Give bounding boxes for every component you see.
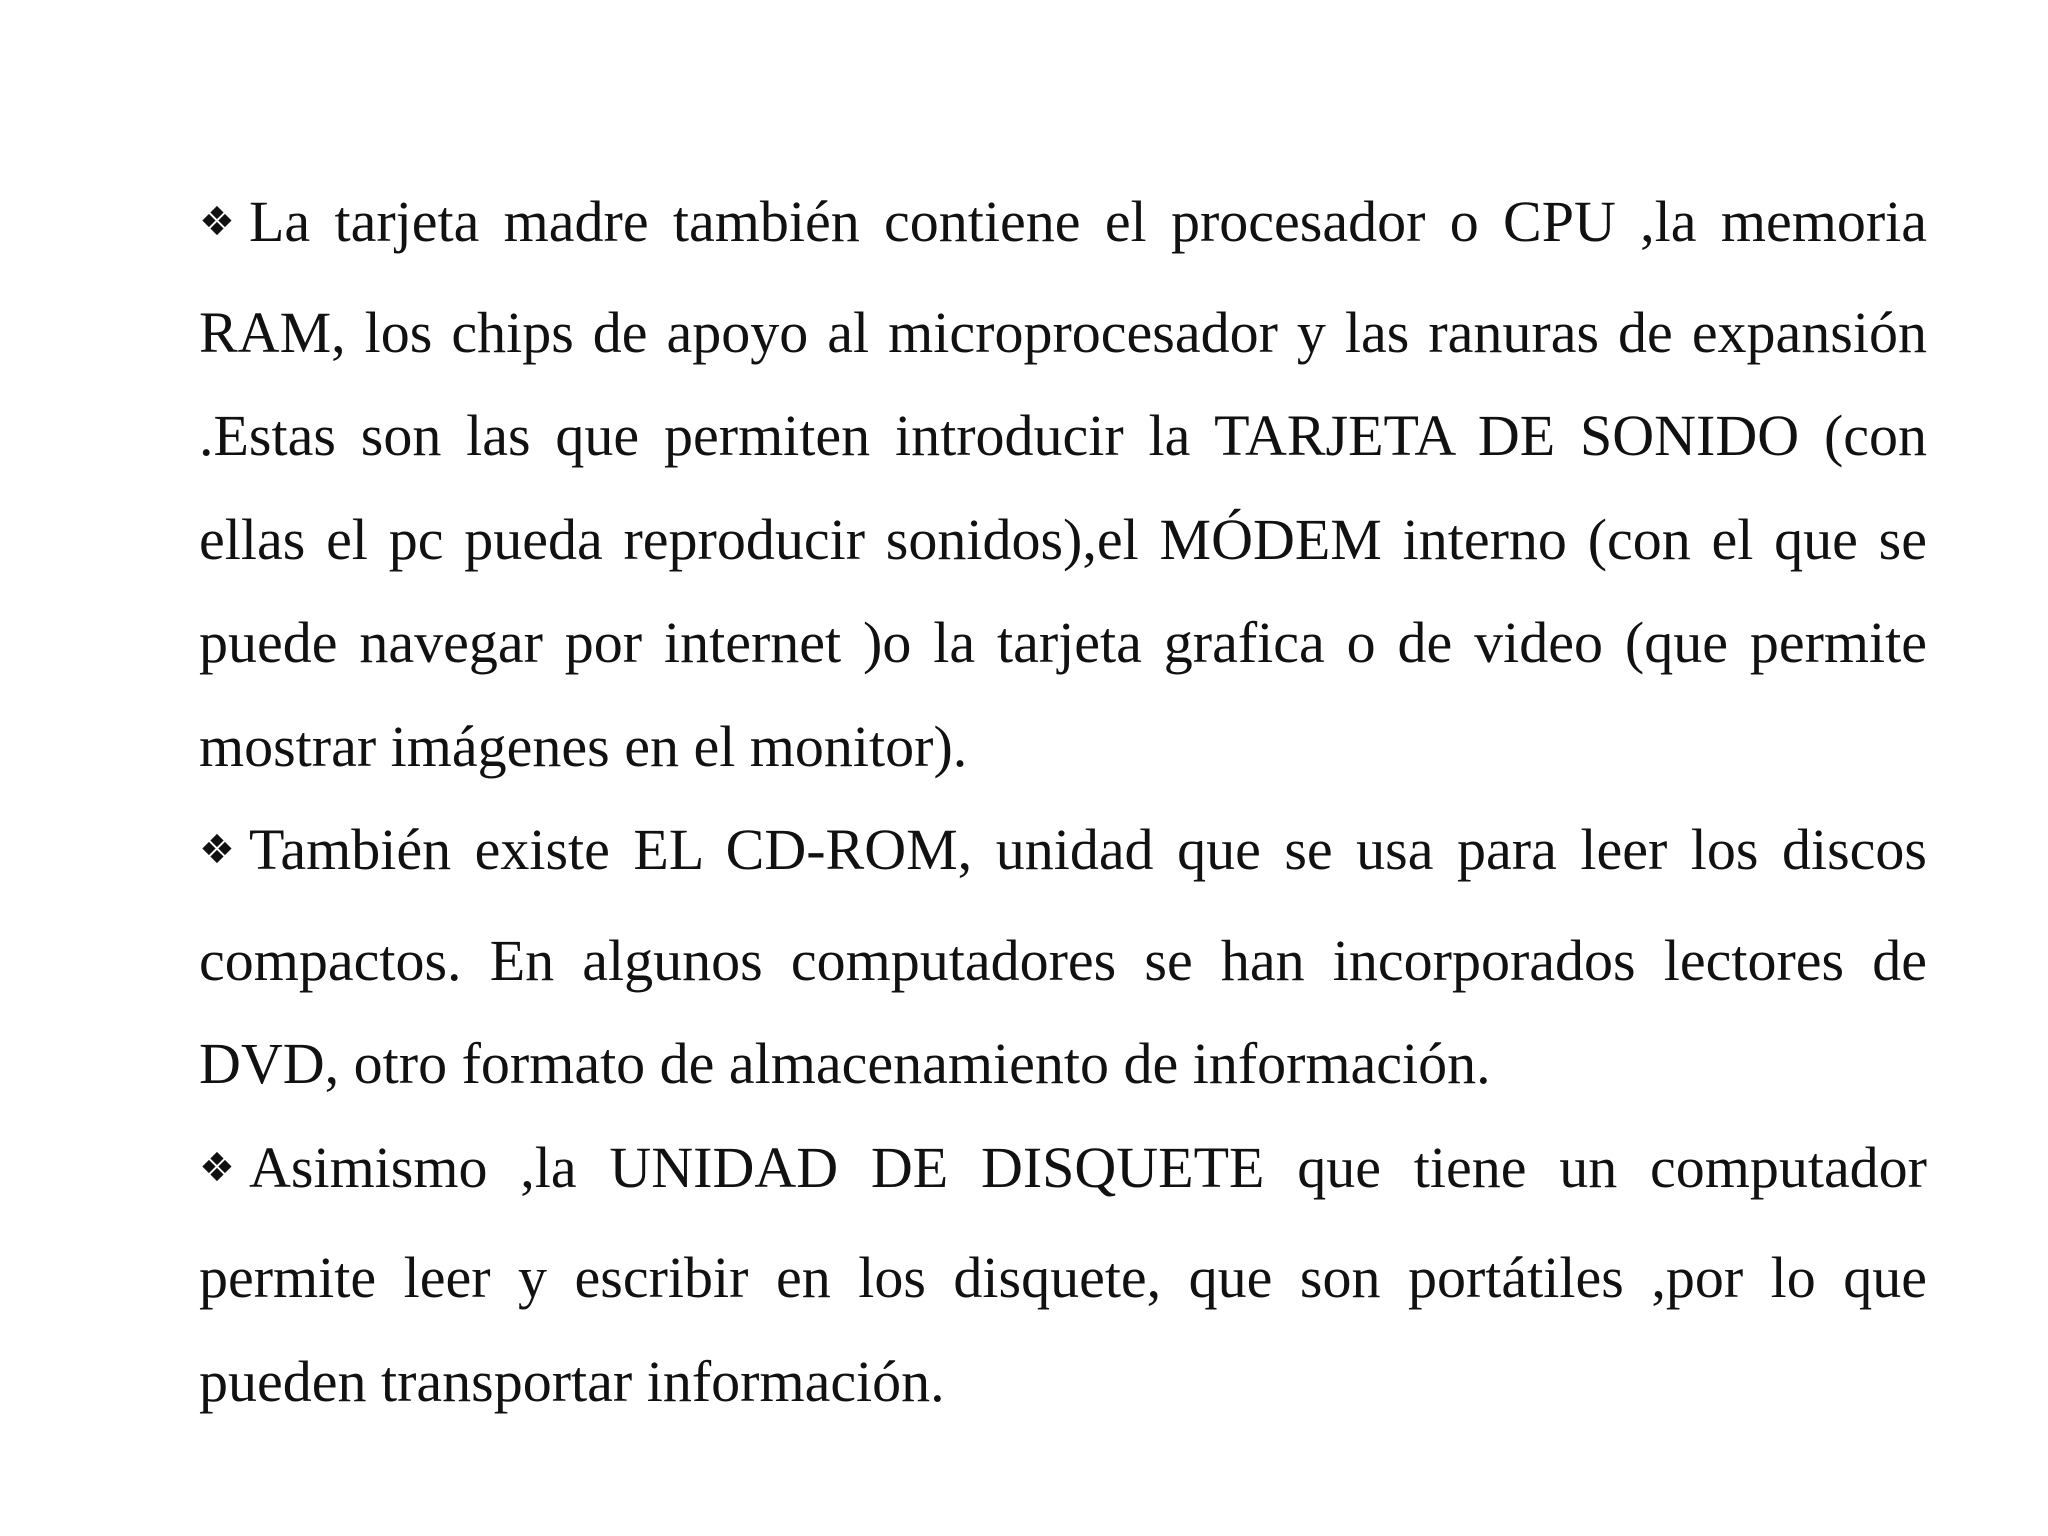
paragraph-cd-rom [199, 798, 1927, 1116]
paragraph-floppy-drive [199, 1116, 1927, 1434]
slide-text-body [199, 170, 1927, 1433]
paragraph-motherboard [199, 170, 1927, 798]
diamond-bullet-icon: ❖ [199, 199, 235, 245]
diamond-bullet-icon: ❖ [199, 1144, 235, 1191]
paragraph-text: Asimismo ,la UNIDAD DE DISQUETE que tiene un computador permite leer y escribir en los disquete, que son portátiles ,por lo que pueden transportar información. [199, 1134, 1927, 1414]
paragraph-text: La tarjeta madre también contiene el procesador o CPU ,la memoria RAM, los chips de apoyo al microprocesador y las ranuras de expansión .Estas son las que permiten introducir la TARJETA DE SONIDO (con ellas el pc pueda reproducir sonidos),el MÓDEM interno (con el que se puede navegar por internet )o la tarjeta grafica o de video (que permite mostrar imágenes en el monitor). [199, 189, 1927, 779]
diamond-bullet-icon: ❖ [199, 827, 235, 873]
paragraph-text: También existe EL CD-ROM, unidad que se usa para leer los discos compactos. En algunos computadores se han incorporados lectores de DVD, otro formato de almacenamiento de información. [199, 817, 1927, 1096]
